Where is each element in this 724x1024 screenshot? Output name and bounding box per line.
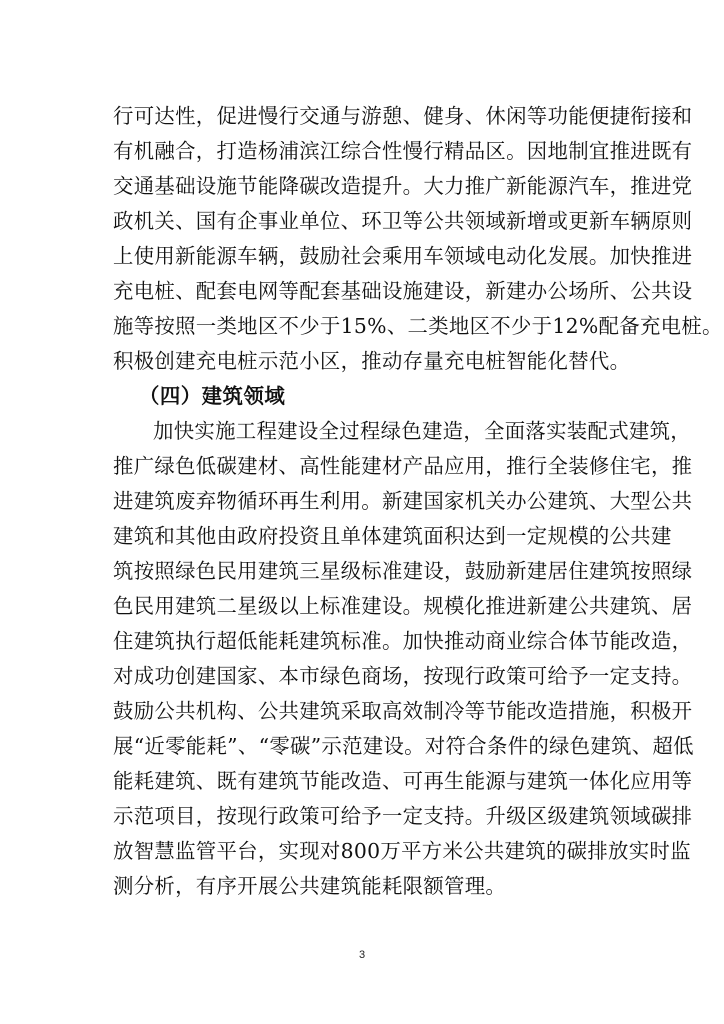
body-text-line: 行可达性，促进慢行交通与游憩、健身、休闲等功能便捷衔接和 (113, 104, 693, 128)
body-text-line: 交通基础设施节能降碳改造提升。大力推广新能源汽车，推进党 (113, 174, 693, 198)
body-text-line: 住建筑执行超低能耗建筑标准。加快推动商业综合体节能改造， (113, 629, 693, 653)
body-text-line: 色民用建筑二星级以上标准建设。规模化推进新建公共建筑、居 (113, 594, 693, 618)
body-text-line: 建筑和其他由政府投资且单体建筑面积达到一定规模的公共建 (113, 524, 672, 548)
section-heading: （四）建筑领域 (139, 384, 286, 408)
paragraph-first-line: 加快实施工程建设全过程绿色建造，全面落实装配式建筑， (153, 419, 691, 443)
body-text-line: 有机融合，打造杨浦滨江综合性慢行精品区。因地制宜推进既有 (113, 139, 693, 163)
body-text-line: 展“近零能耗”、“零碳”示范建设。对符合条件的绿色建筑、超低 (113, 734, 694, 758)
body-text-line: 推广绿色低碳建材、高性能建材产品应用，推行全装修住宅，推 (113, 454, 693, 478)
body-text-line: 能耗建筑、既有建筑节能改造、可再生能源与建筑一体化应用等 (113, 769, 693, 793)
body-text-line: 进建筑废弃物循环再生利用。新建国家机关办公建筑、大型公共 (113, 489, 693, 513)
body-text-line: 筑按照绿色民用建筑三星级标准建设，鼓励新建居住建筑按照绿 (113, 559, 693, 583)
body-text-line: 放智慧监管平台，实现对800万平方米公共建筑的碳排放实时监 (113, 839, 691, 863)
body-text-line: 施等按照一类地区不少于15%、二类地区不少于12%配备充电桩。 (113, 314, 723, 338)
page-number: 3 (358, 949, 366, 961)
body-text-line: 上使用新能源车辆，鼓励社会乘用车领域电动化发展。加快推进 (113, 244, 693, 268)
body-text-line: 鼓励公共机构、公共建筑采取高效制冷等节能改造措施，积极开 (113, 699, 693, 723)
body-text-line: 测分析，有序开展公共建筑能耗限额管理。 (113, 874, 507, 898)
body-text-line: 对成功创建国家、本市绿色商场，按现行政策可给予一定支持。 (113, 664, 693, 688)
body-text-line: 示范项目，按现行政策可给予一定支持。升级区级建筑领域碳排 (113, 804, 693, 828)
body-text-line: 充电桩、配套电网等配套基础设施建设，新建办公场所、公共设 (113, 279, 693, 303)
body-text-line: 政机关、国有企事业单位、环卫等公共领域新增或更新车辆原则 (113, 209, 693, 233)
body-text-line: 积极创建充电桩示范小区，推动存量充电桩智能化替代。 (113, 349, 631, 373)
